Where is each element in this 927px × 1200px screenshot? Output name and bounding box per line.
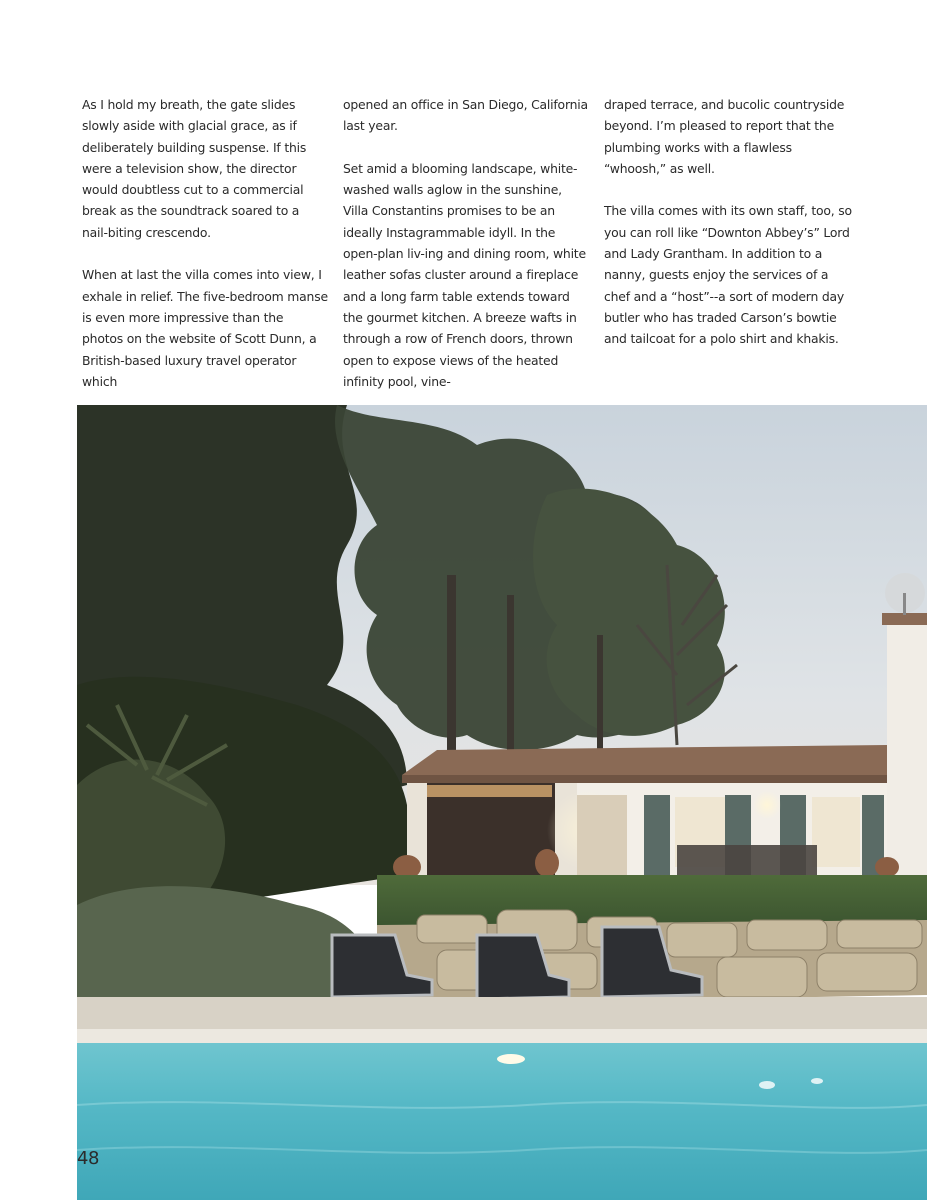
page-number: 48 [77, 1148, 99, 1169]
article-body [82, 94, 852, 389]
paragraph: When at last the villa comes into view, I exhale in relief. The five-bedroom manse is even more impressive than the photos on the website of Scott Dunn, a British-based luxury travel operator which [82, 267, 328, 389]
villa-pool-photo [77, 405, 927, 1200]
article-column-2 [343, 94, 589, 413]
paragraph: As I hold my breath, the gate slides slowly aside with glacial grace, as if deliberately building suspense. If this were a television show, the director would doubtless cut to a commercial break as the soundtrack soared to a nail-biting crescendo. [82, 97, 307, 240]
paragraph: The villa comes with its own staff, too, so you can roll like “Downton Abbey’s” Lord and Lady Grantham. In addition to a nanny, guests enjoy the services of a chef and a “host”--a sort of modern day butler who has traded Carson’s bowtie and tailcoat for a polo shirt and khakis. [604, 203, 852, 347]
paragraph: opened an office in San Diego, California last year. [343, 97, 588, 134]
article-column-1 [82, 94, 328, 413]
paragraph: draped terrace, and bucolic countryside beyond. I’m pleased to report that the plumbing works with a flawless “whoosh,” as well. [604, 97, 845, 176]
paragraph: Set amid a blooming landscape, white-washed walls aglow in the sunshine, Villa Constantins promises to be an ideally Instagrammable idyll. In the open-plan liv-ing and dining room, white leather sofas cluster around a fireplace and a long farm table extends toward the gourmet kitchen. A breeze wafts in through a row of French doors, thrown open to expose views of the heated infinity pool, vine- [343, 160, 586, 389]
article-column-3 [604, 94, 854, 371]
